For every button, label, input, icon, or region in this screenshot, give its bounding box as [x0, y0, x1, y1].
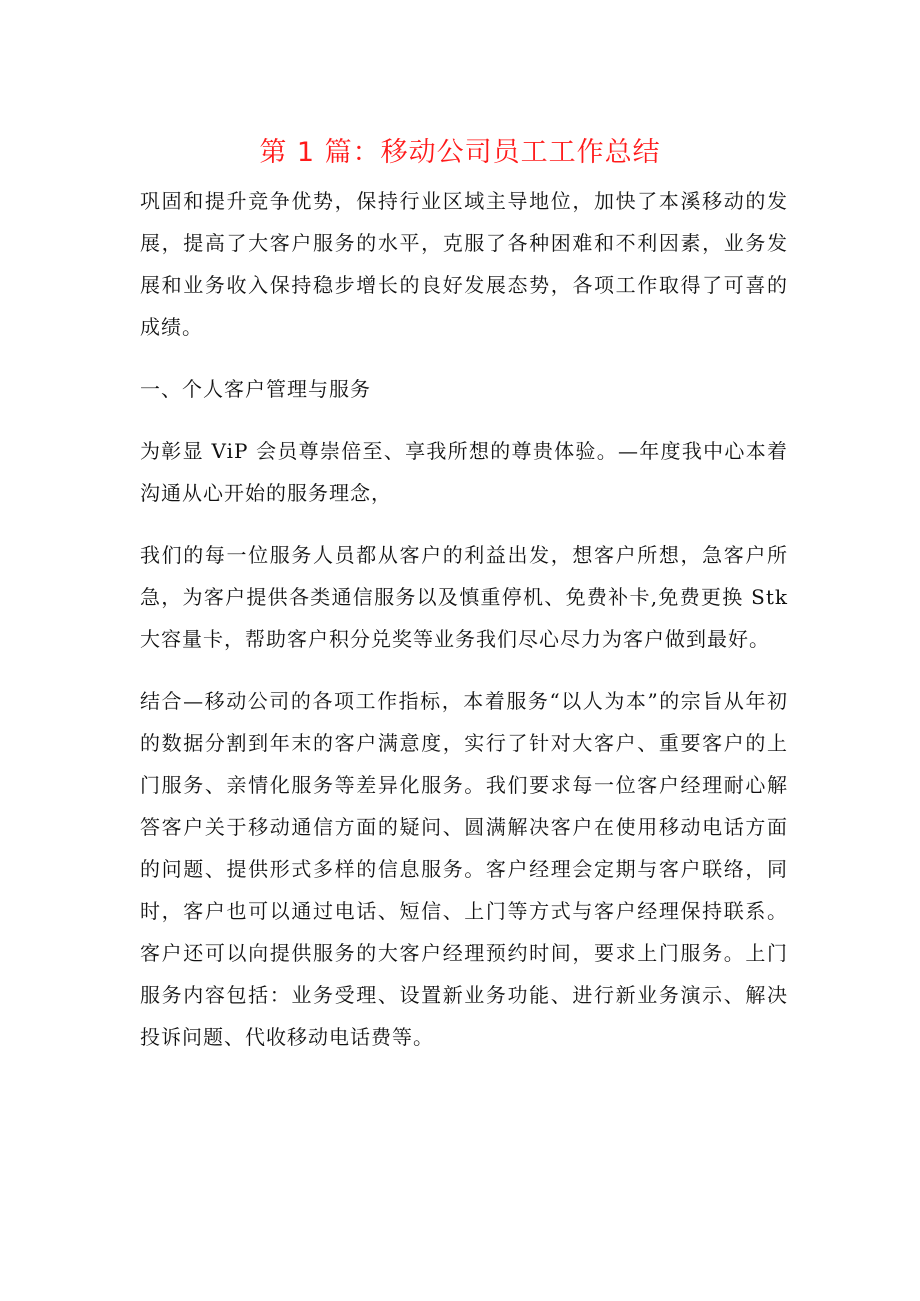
document-body [140, 180, 788, 1078]
paragraph-service-staff: 我们的每一位服务人员都从客户的利益出发，想客户所想，急客户所急，为客户提供各类通信服务以及慎重停机、免费补卡,免费更换 Stk 大容量卡，帮助客户积分兑奖等业务我们尽心尽力为客户做到最好。 [140, 543, 788, 651]
paragraph-intro: 巩固和提升竞争优势，保持行业区域主导地位，加快了本溪移动的发展，提高了大客户服务的水平，克服了各种困难和不利因素，业务发展和业务收入保持稳步增长的良好发展态势，各项工作取得了可喜的成绩。 [140, 189, 788, 339]
page-title: 第 1 篇：移动公司员工工作总结 [259, 137, 661, 168]
paragraph-vip: 为彰显 ViP 会员尊崇倍至、享我所想的尊贵体验。—年度我中心本着沟通从心开始的服务理念， [140, 439, 788, 505]
paragraph-service-details: 结合—移动公司的各项工作指标，本着服务“以人为本”的宗旨从年初的数据分割到年末的客户满意度，实行了针对大客户、重要客户的上门服务、亲情化服务等差异化服务。我们要求每一位客户经理耐心解答客户关于移动通信方面的疑问、圆满解决客户在使用移动电话方面的问题、提供形式多样的信息服务。客户经理会定期与客户联络，同时，客户也可以通过电话、短信、上门等方式与客户经理保持联系。客户还可以向提供服务的大客户经理预约时间，要求上门服务。上门服务内容包括：业务受理、设置新业务功能、进行新业务演示、解决投诉问题、代收移动电话费等。 [140, 689, 788, 1049]
section-heading-personal-customer-service: 一、个人客户管理与服务 [140, 377, 371, 401]
